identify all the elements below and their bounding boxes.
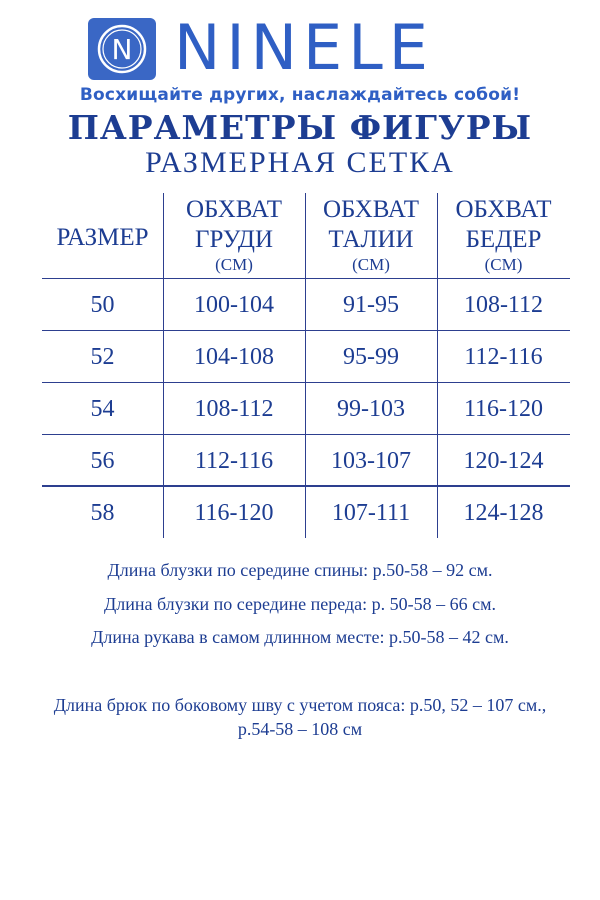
header-waist: [305, 195, 437, 275]
table-cell-chest: 116-120: [194, 500, 274, 526]
row-divider: [42, 330, 570, 331]
header-waist-unit: (СМ): [352, 255, 390, 274]
header-hips: [437, 195, 570, 275]
header-hips-unit: (СМ): [484, 255, 523, 274]
size-table: [42, 193, 570, 538]
header-waist-line2: ТАЛИИ: [328, 226, 414, 253]
note-sleeve-length: Длина рукава в самом длинном месте: р.50-58 – 42 см.: [91, 627, 509, 647]
header-chest: [163, 195, 305, 275]
row-divider: [42, 278, 570, 279]
table-cell-waist: 95-99: [343, 344, 399, 370]
table-cell-chest: 112-116: [194, 448, 274, 474]
note-back-length: Длина блузки по середине спины: р.50-58 – 92 см.: [107, 560, 493, 580]
table-cell-hips: 116-120: [463, 396, 544, 422]
table-cell-chest: 104-108: [194, 344, 274, 370]
row-divider: [42, 382, 570, 383]
table-cell-chest: 108-112: [194, 396, 274, 422]
table-cell-hips: 112-116: [464, 344, 543, 370]
header-waist-line1: ОБХВАТ: [322, 196, 420, 223]
table-cell-size: 56: [90, 448, 115, 474]
header-chest-line2: ГРУДИ: [194, 226, 273, 253]
table-cell-size: 52: [90, 344, 115, 370]
table-cell-waist: 107-111: [331, 500, 411, 526]
row-divider: [42, 434, 570, 435]
badge-letter: N: [111, 33, 133, 66]
table-cell-size: 54: [90, 396, 115, 422]
header-chest-unit: (СМ): [215, 255, 253, 274]
note-trousers-length: Длина брюк по боковому шву с учетом пояса: р.50, 52 – 107 см., р.54-58 – 108 см: [53, 695, 547, 739]
brand-logo-icon: [88, 18, 156, 80]
header-size: РАЗМЕР: [56, 224, 149, 251]
table-cell-hips: 120-124: [463, 448, 544, 474]
table-cell-hips: 124-128: [463, 500, 544, 526]
header-hips-line2: БЕДЕР: [465, 226, 542, 253]
note-front-length: Длина блузки по середине переда: р. 50-58 – 66 см.: [103, 594, 497, 614]
table-cell-waist: 99-103: [337, 396, 405, 422]
brand-tagline: Восхищайте других, наслаждайтесь собой!: [79, 85, 521, 105]
table-cell-size: 50: [90, 292, 115, 318]
brand-name: NINELE: [174, 11, 434, 84]
header-chest-line1: ОБХВАТ: [185, 196, 283, 223]
page-subtitle: РАЗМЕРНАЯ СЕТКА: [145, 146, 455, 179]
row-divider: [42, 485, 570, 487]
page-title: ПАРАМЕТРЫ ФИГУРЫ: [67, 108, 533, 147]
table-cell-hips: 108-112: [463, 292, 544, 318]
brand-header: [88, 11, 528, 84]
table-cell-waist: 91-95: [343, 292, 399, 318]
table-cell-waist: 103-107: [331, 448, 411, 474]
header-hips-line1: ОБХВАТ: [455, 196, 552, 223]
table-cell-size: 58: [90, 500, 115, 526]
table-cell-chest: 100-104: [194, 292, 274, 318]
